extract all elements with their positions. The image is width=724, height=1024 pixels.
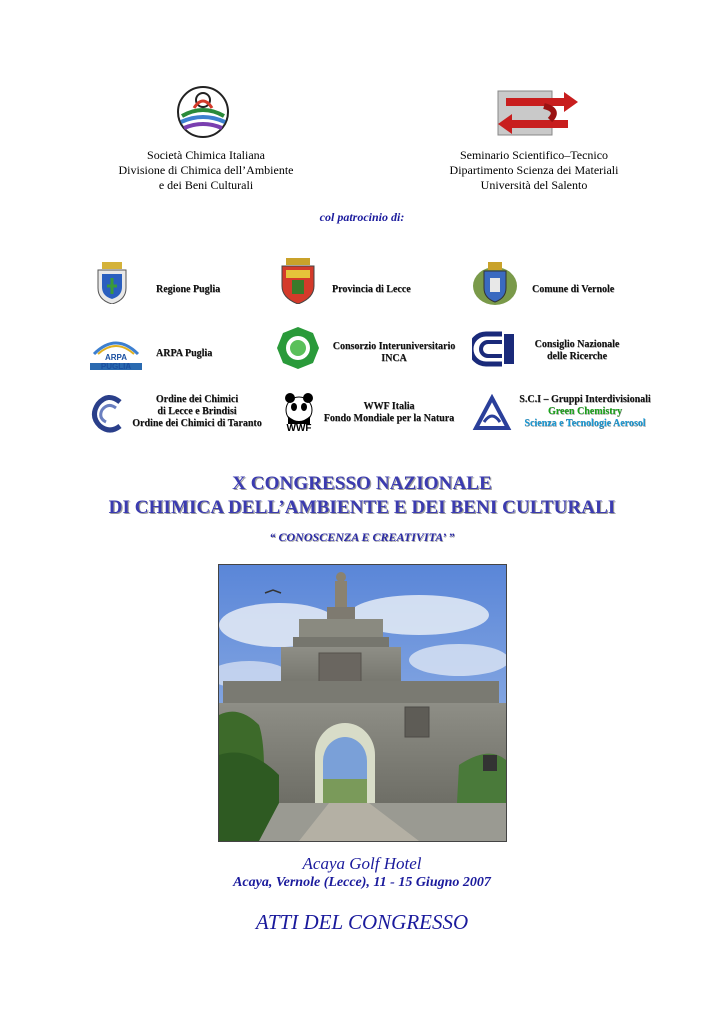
congress-title [40, 472, 684, 520]
cnr-logo-icon [472, 330, 518, 368]
left-org-line-3: e dei Beni Culturali [158, 178, 254, 192]
seminario-arrows-logo [494, 88, 580, 138]
wwf-panda-logo-icon [282, 390, 316, 434]
cnr-label [520, 339, 634, 363]
wwf-line-2: Fondo Mondiale per la Natura [323, 413, 455, 424]
provincia-lecce-crest-icon [278, 258, 318, 304]
ordine-chimici-logo-icon [90, 394, 126, 434]
chimici-line-1: Ordine dei Chimici [155, 394, 239, 405]
sci-gruppi-logo-icon [472, 394, 512, 432]
porta-acaya-photo [218, 564, 507, 842]
congress-subtitle: “ CONOSCENZA E CREATIVITA’ ” [269, 530, 455, 544]
left-org-line-2: Divisione di Chimica dell’Ambiente [118, 163, 294, 177]
atti-del-congresso: ATTI DEL CONGRESSO [255, 910, 469, 934]
right-org-line-2: Dipartimento Scienza dei Materiali [449, 163, 619, 177]
inca-line-1: Consorzio Interuniversitario [332, 341, 456, 352]
left-organization [90, 148, 322, 193]
wwf-line-1: WWF Italia [363, 401, 415, 412]
ordine-chimici-label [122, 394, 272, 430]
arpa-puglia-label: ARPA Puglia [156, 348, 213, 359]
sci-line-3: Scienza e Tecnologie Aerosol [524, 418, 646, 429]
wwf-label [318, 401, 460, 425]
cnr-line-2: delle Ricerche [546, 351, 608, 362]
inca-line-2: INCA [381, 353, 407, 364]
venue-name: Acaya Golf Hotel [302, 854, 422, 873]
right-org-line-3: Università del Salento [480, 178, 588, 192]
provincia-lecce-label: Provincia di Lecce [332, 284, 411, 295]
chimici-line-3: Ordine dei Chimici di Taranto [132, 418, 262, 429]
inca-label [326, 341, 462, 365]
sci-line-2: Green Chemistry [548, 406, 622, 417]
sci-gruppi-label [510, 394, 660, 430]
chimici-line-2: di Lecce e Brindisi [157, 406, 237, 417]
comune-vernole-crest-icon [472, 262, 518, 306]
arpa-puglia-logo-icon [88, 332, 144, 372]
patrocinio-label: col patrocinio di: [319, 210, 405, 224]
sci-line-1: S.C.I – Gruppi Interdivisionali [519, 394, 651, 405]
title-line-1: X CONGRESSO NAZIONALE [232, 473, 492, 494]
regione-puglia-crest-icon [96, 262, 128, 304]
title-line-2: DI CHIMICA DELL’AMBIENTE E DEI BENI CULTURALI [108, 497, 616, 518]
left-org-line-1: Società Chimica Italiana [147, 148, 265, 162]
right-organization [418, 148, 650, 193]
sci-division-logo [168, 86, 238, 138]
arpa-logo-text: ARPA PUGLIA [100, 353, 132, 371]
regione-puglia-label: Regione Puglia [156, 284, 221, 295]
comune-vernole-label: Comune di Vernole [532, 284, 615, 295]
inca-logo-icon [276, 326, 320, 370]
right-org-line-1: Seminario Scientifico–Tecnico [459, 148, 609, 162]
wwf-logo-text: WWF [286, 423, 312, 434]
cnr-line-1: Consiglio Nazionale [534, 339, 620, 350]
place-and-date: Acaya, Vernole (Lecce), 11 - 15 Giugno 2007 [233, 875, 491, 890]
